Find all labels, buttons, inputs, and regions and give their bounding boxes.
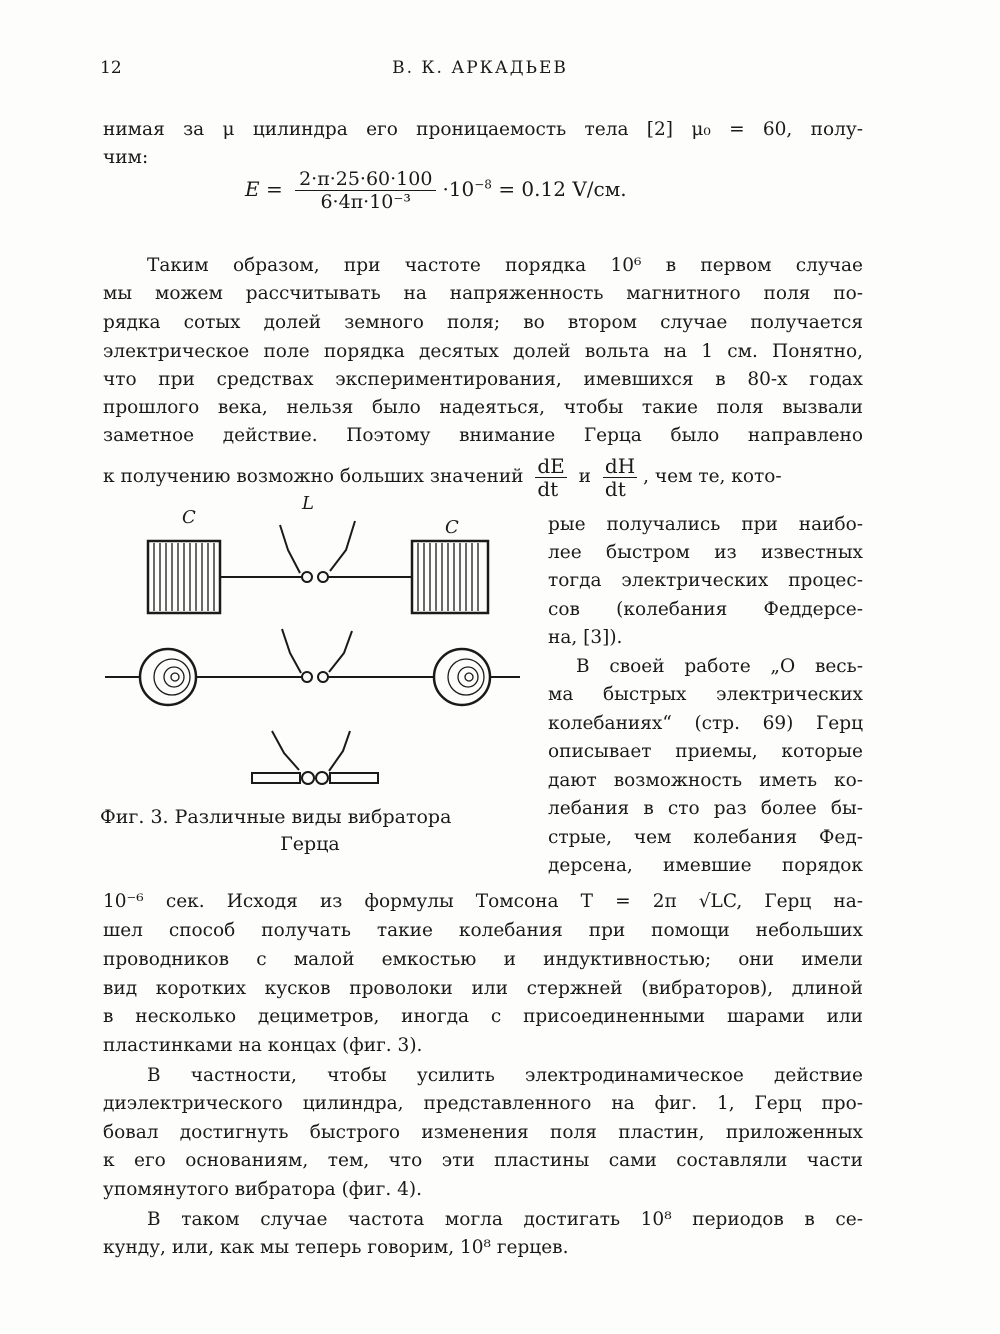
text-line: кунду, или, как мы теперь говорим, 10⁸ герцев.	[103, 1237, 569, 1258]
text-line: рядка сотых долей земного поля; во втором случае получается	[103, 312, 863, 333]
figure-label-c-right: C	[445, 517, 459, 538]
text-line: шел способ получать такие колебания при помощи небольших	[103, 920, 863, 941]
text-line: лее быстром из известных	[548, 542, 863, 563]
text-line: бовал достигнуть быстрого изменения поля пластин, приложенных	[103, 1122, 863, 1143]
derivative-denominator: dt	[604, 476, 626, 501]
text-line: колебаниях“ (стр. 69) Герц	[548, 713, 863, 734]
figure-label-c-left: C	[182, 507, 196, 528]
equation-times: ·10	[442, 177, 475, 201]
text-line: заметное действие. Поэтому внимание Герца было направлено	[103, 425, 863, 446]
text-line: нимая за μ цилиндра его проницаемость тела [2] μ₀ = 60, полу-	[103, 119, 863, 140]
derivative-denominator: dt	[537, 476, 559, 501]
text-line: рые получались при наибо-	[548, 514, 863, 535]
running-title: В. К. АРКАДЬЕВ	[392, 58, 568, 78]
fraction-denominator: 6·4π·10⁻³	[320, 191, 412, 213]
derivative-numerator: dH	[604, 453, 636, 478]
text-line: что при средствах экспериментирования, имевшихся в 80-х годах	[103, 369, 863, 390]
text-line: пластинками на концах (фиг. 3).	[103, 1035, 423, 1056]
text-line: лебания в сто раз более бы-	[548, 798, 863, 819]
page-header	[100, 58, 860, 88]
text-line: на, [3]).	[548, 627, 623, 648]
text-line: дают возможность иметь ко-	[548, 770, 863, 791]
derivative-numerator: dE	[537, 453, 565, 478]
equation-fraction	[295, 168, 436, 213]
text-fragment: к получению возможно больших значений	[103, 466, 524, 487]
equation-exponent: −8	[474, 177, 492, 192]
text-line: в несколько дециметров, иногда с присоединенными шарами или	[103, 1006, 863, 1027]
equation	[245, 168, 627, 213]
figure-caption-line: Фиг. 3. Различные виды вибратора	[100, 806, 452, 828]
text-line: В своей работе „О весь-	[576, 656, 863, 677]
text-line: В таком случае частота могла достигать 10⁸ периодов в се-	[147, 1209, 863, 1230]
figure-label-l: L	[302, 495, 314, 514]
text-line: Таким образом, при частоте порядка 10⁶ в первом случае	[147, 255, 863, 276]
derivative-dE	[535, 455, 566, 500]
rod-vibrator	[252, 731, 378, 784]
text-line: тогда электрических процес-	[548, 570, 863, 591]
plate-vibrator	[148, 521, 488, 613]
text-line: 10⁻⁶ сек. Исходя из формулы Томсона T = 2π √LC, Герц на-	[103, 891, 863, 912]
text-line: дерсена, имевшие порядок	[548, 855, 863, 876]
figure-caption	[100, 804, 520, 858]
text-fragment: , чем те, кото-	[643, 466, 782, 487]
text-line: прошлого века, нельзя было надеяться, чтобы такие поля вызвали	[103, 397, 863, 418]
equation-lhs: E =	[245, 177, 283, 201]
text-line: электрическое поле порядка десятых долей вольта на 1 см. Понятно,	[103, 341, 863, 362]
text-line: к его основаниям, тем, что эти пластины сами составляли части	[103, 1150, 863, 1171]
text-line: ма быстрых электрических	[548, 684, 863, 705]
text-line: мы можем рассчитывать на напряженность магнитного поля по-	[103, 283, 863, 304]
text-line: В частности, чтобы усилить электродинамическое действие	[147, 1065, 863, 1086]
text-fragment: и	[578, 466, 592, 487]
sphere-vibrator	[105, 629, 520, 705]
hertz-vibrator-figure	[100, 495, 530, 795]
text-line: чим:	[103, 147, 149, 168]
text-line: описывает приемы, которые	[548, 741, 863, 762]
text-line: проводников с малой емкостью и индуктивностью; они имели	[103, 949, 863, 970]
page-number: 12	[100, 58, 122, 78]
text-line: сов (колебания Феддерсе-	[548, 599, 863, 620]
text-line: стрые, чем колебания Фед-	[548, 827, 863, 848]
text-line: диэлектрического цилиндра, представленного на фиг. 1, Герц про-	[103, 1093, 863, 1114]
equation-result: = 0.12 V/см.	[498, 177, 627, 201]
derivative-dH	[603, 455, 637, 500]
text-line: вид коротких кусков проволоки или стержней (вибраторов), длиной	[103, 978, 863, 999]
fraction-numerator: 2·π·25·60·100	[295, 168, 436, 191]
figure-caption-line: Герца	[280, 833, 340, 855]
text-line: упомянутого вибратора (фиг. 4).	[103, 1179, 422, 1200]
